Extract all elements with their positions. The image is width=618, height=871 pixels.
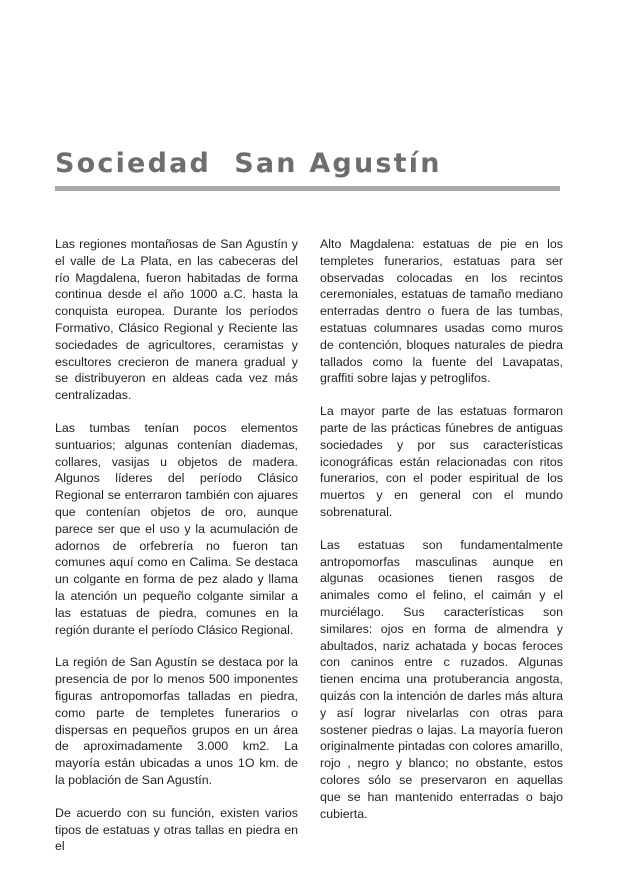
paragraph: Las tumbas tenían pocos elementos suntuarios; algunas contenían diademas, collares, vasijas u objetos de madera. Algunos líderes del período Clásico Regional se enterraron también con ajuares que contenían objetos de oro, aunque parece ser que el uso y la acumulación de adornos de orfebrería no fueron tan comunes aquí como en Calima. Se destaca un colgante en forma de pez alado y llama la atención un pequeño colgante similar a las estatuas de piedra, comunes en la región durante el período Clásico Regional. xyxy=(55,420,298,637)
paragraph: La mayor parte de las estatuas formaron parte de las prácticas fúnebres de antiguas sociedades y por sus características iconográficas están relacionadas con ritos funerarios, con el poder espiritual de los muertos y en general con el mundo sobrenatural. xyxy=(320,404,563,519)
paragraph: De acuerdo con su función, existen varios tipos de estatuas y otras tallas en piedra en el xyxy=(55,805,298,854)
paragraph: Las regiones montañosas de San Agustín y el valle de La Plata, en las cabeceras del río Magdalena, fueron habitadas de forma continua desde el año 1000 a.C. hasta la conquista europea. Durante los períodos Formativo, Clásico Regional y Reciente las sociedades de agricultores, ceramistas y escultores crecieron de manera gradual y se distribuyeron en aldeas cada vez más centralizadas. xyxy=(55,237,298,403)
paragraph: La región de San Agustín se destaca por la presencia de por lo menos 500 imponentes figuras antropomorfas talladas en piedra, como parte de templetes funerarios o dispersas en pequeños grupos en un área de aproximadamente 3.000 km2. La mayoría están ubicadas a unos 1O km. de la población de San Agustín. xyxy=(55,655,298,787)
page-title: Sociedad San Agustín xyxy=(55,148,442,179)
left-column xyxy=(55,236,298,871)
right-column xyxy=(320,236,563,838)
paragraph: Alto Magdalena: estatuas de pie en los templetes funerarios, estatuas para ser observadas colocadas en los recintos ceremoniales, estatuas de tamaño mediano enterradas dentro o fuera de las tumbas, estatuas columnares usadas como muros de contención, bloques naturales de piedra tallados como la fuente del Lavapatas, graffiti sobre lajas y petroglifos. xyxy=(320,237,563,386)
title-underline xyxy=(55,186,560,191)
paragraph: Las estatuas son fundamentalmente antropomorfas masculinas aunque en algunas ocasiones tienen rasgos de animales como el felino, el caimán y el murciélago. Sus características son similares: ojos en forma de almendra y abultados, nariz achatada y bocas feroces con caninos entre c ruzados. Algunas tienen encima una protuberancia angosta, quizás con la intención de darles más altura y así lograr nivelarlas con otras para sostener piedras o lajas. La mayoría fueron originalmente pintadas con colores amarillo, rojo , negro y blanco; no obstante, estos colores sólo se preservaron en aquellas que se han mantenido enterradas o bajo cubierta. xyxy=(320,537,563,821)
